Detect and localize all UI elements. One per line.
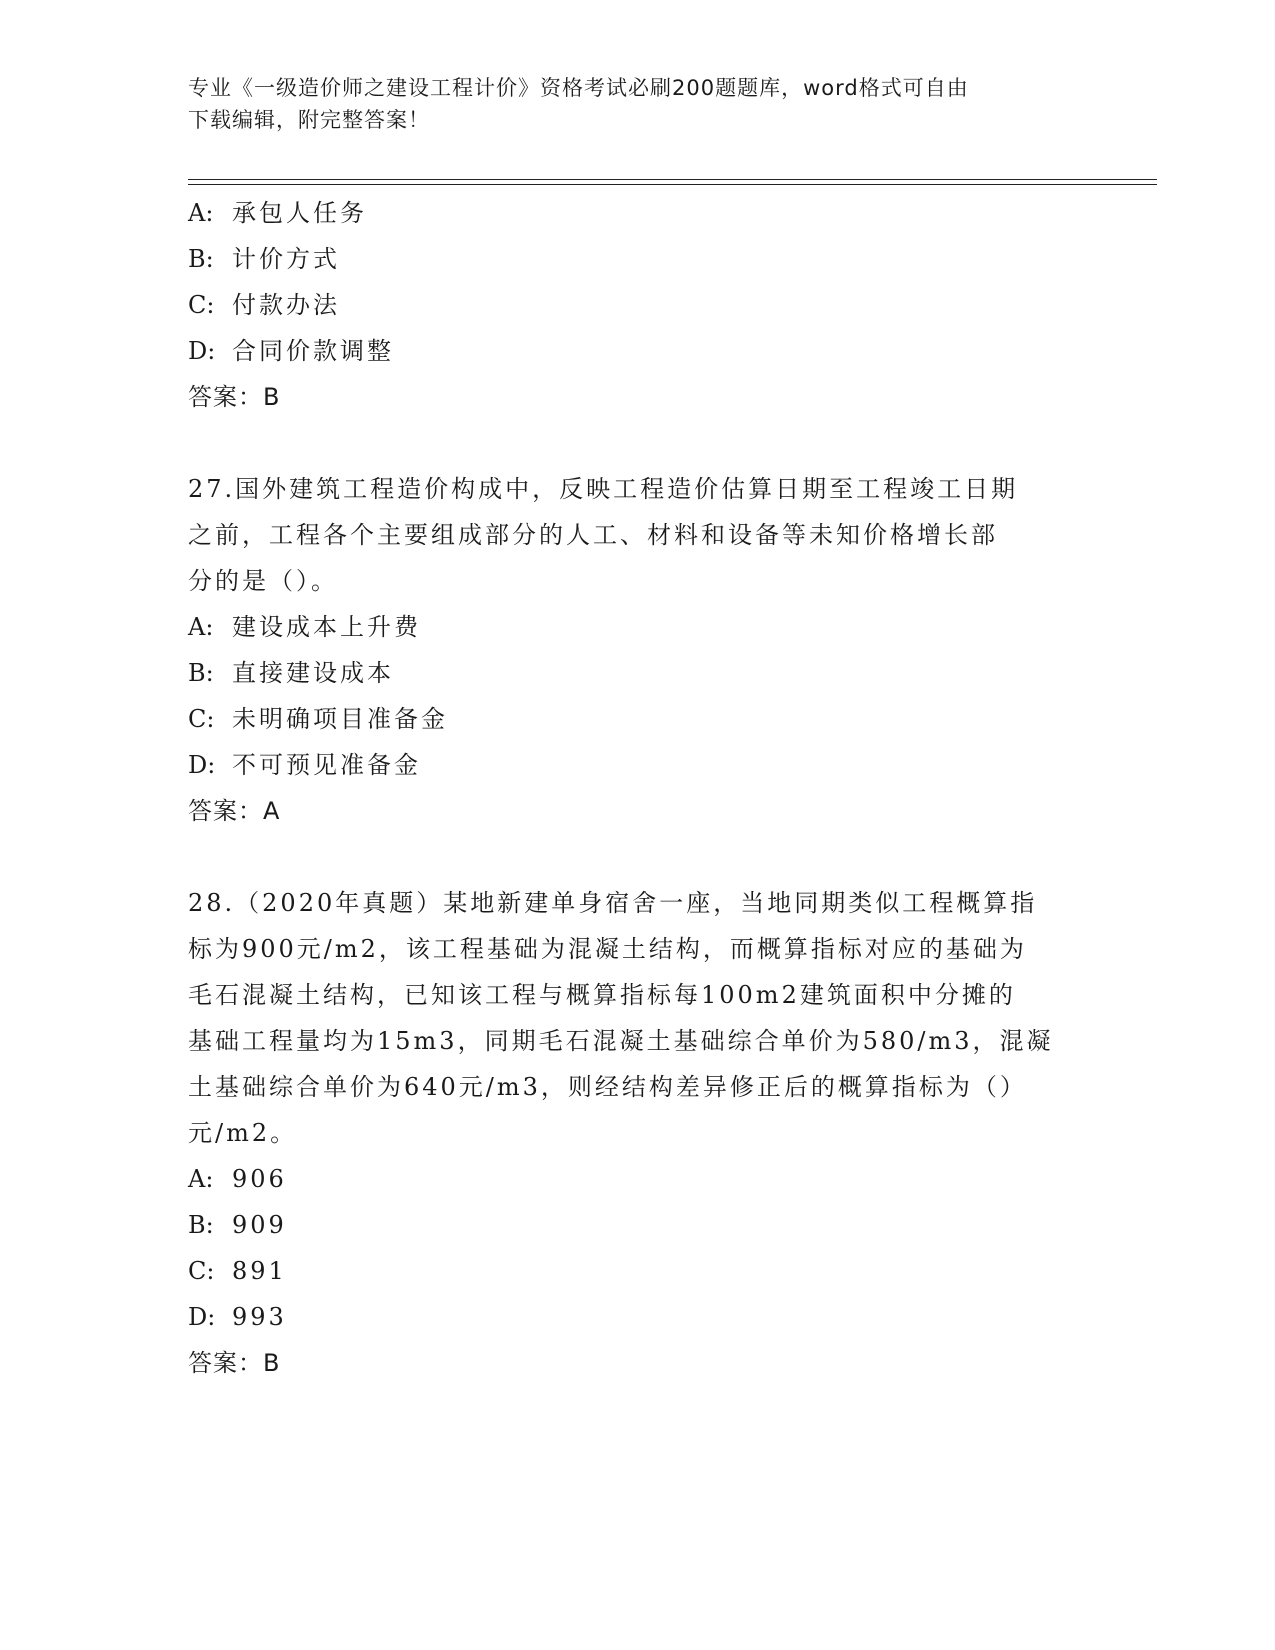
question-text-line: 分的是（）。: [188, 567, 338, 595]
header-divider-top: [188, 179, 1157, 180]
option-b: B: 直接建设成本: [188, 659, 394, 687]
question-text-line: 标为900元/m2，该工程基础为混凝土结构，而概算指标对应的基础为: [188, 935, 1027, 963]
option-d: D: 合同价款调整: [188, 337, 394, 365]
question-text-line: 基础工程量均为15m3，同期毛石混凝土基础综合单价为580/m3，混凝: [188, 1027, 1054, 1055]
header-divider-bottom: [188, 184, 1157, 185]
document-header: [188, 72, 1088, 136]
option-b: B: 计价方式: [188, 245, 340, 273]
question-text-line: 土基础综合单价为640元/m3，则经结构差异修正后的概算指标为（）: [188, 1073, 1027, 1101]
option-b: B: 909: [188, 1211, 287, 1239]
answer-line: 答案：A: [188, 797, 281, 825]
header-line-1: 专业《一级造价师之建设工程计价》资格考试必刷200题题库，word格式可自由: [188, 76, 969, 100]
option-c: C: 891: [188, 1257, 287, 1285]
answer-line: 答案：B: [188, 383, 281, 411]
question-text-line: 28.（2020年真题）某地新建单身宿舍一座，当地同期类似工程概算指: [188, 889, 1038, 917]
option-d: D: 不可预见准备金: [188, 751, 421, 779]
question-28: [188, 880, 1088, 1386]
document-body: [188, 190, 1088, 1386]
option-a: A: 承包人任务: [188, 199, 367, 227]
question-26-tail: [188, 190, 1088, 420]
option-a: A: 906: [188, 1165, 287, 1193]
question-text-line: 27.国外建筑工程造价构成中，反映工程造价估算日期至工程竣工日期: [188, 475, 1019, 503]
question-text-line: 毛石混凝土结构，已知该工程与概算指标每100m2建筑面积中分摊的: [188, 981, 1016, 1009]
question-text-line: 之前，工程各个主要组成部分的人工、材料和设备等未知价格增长部: [188, 521, 998, 549]
question-27: [188, 466, 1088, 834]
option-d: D: 993: [188, 1303, 287, 1331]
question-text-line: 元/m2。: [188, 1119, 298, 1147]
option-a: A: 建设成本上升费: [188, 613, 421, 641]
option-c: C: 未明确项目准备金: [188, 705, 448, 733]
answer-line: 答案：B: [188, 1349, 281, 1377]
option-c: C: 付款办法: [188, 291, 340, 319]
header-line-2: 下载编辑，附完整答案！: [188, 108, 430, 132]
